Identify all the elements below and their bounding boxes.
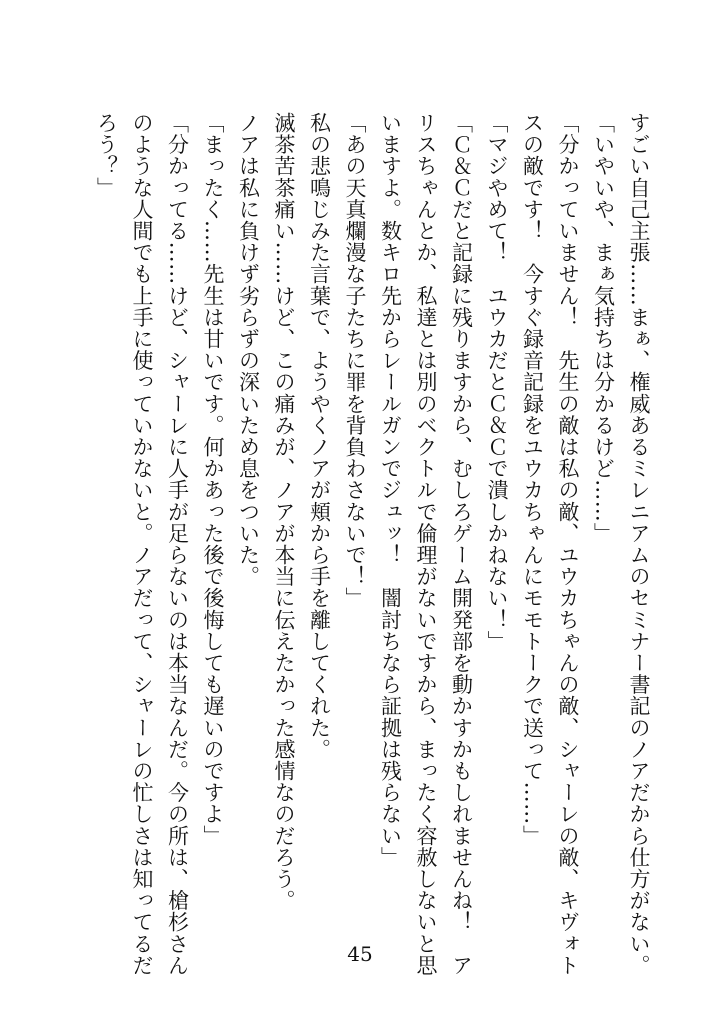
text-line: 「まったく……先生は甘いです。何かあった後で後悔しても遅いのですよ」 (201, 112, 225, 847)
text-line: ろう？」 (94, 112, 119, 199)
text-line: 「分かっていません！ 先生の敵は私の敵、ユウカちゃんの敵、シャーレの敵、キヴォト (556, 112, 580, 976)
text-line: ノアは私に負けず劣らずの深いため息をついた。 (236, 112, 261, 588)
text-line: 「Ｃ＆Ｃだと記録に残りますから、むしろゲーム開発部を動かすかもしれませんね！ ア (449, 112, 474, 976)
text-line: いますよ。数キロ先からレールガンでジュッ！ 闇討ちなら証拠は残らない」 (378, 112, 403, 868)
text-line: のような人間でも上手に使っていかないと。ノアだって、シャーレの忙しさは知ってるだ (130, 112, 154, 976)
text-line: 「マジやめて！ ユウカだとＣ＆Ｃで潰しかねない！」 (485, 112, 509, 652)
text-line: リスちゃんとか、私達とは別のベクトルで倫理がないですから、まったく容赦しないと思 (414, 112, 438, 976)
text-line: 「分かってる……けど、シャーレに人手が足らないのは本当なんだ。今の所は、槍杉さん (165, 112, 190, 976)
text-line: すごい自己主張……まぁ、権威あるミレニアムのセミナー書記のノアだから仕方がない。 (627, 112, 651, 976)
text-line: 私の悲鳴じみた言葉で、ようやくノアが頬から手を離してくれた。 (307, 112, 332, 760)
page-number: 45 (347, 942, 373, 966)
text-line: スの敵です！ 今すぐ録音記録をユウカちゃんにモモトークで送って……」 (520, 112, 545, 847)
text-line: 「あの天真爛漫な子たちに罪を背負わさないで！」 (343, 112, 367, 609)
text-line: 滅茶苦茶痛い……けど、この痛みが、ノアが本当に伝えたかった感情なのだろう。 (272, 112, 296, 912)
text-line: 「いやいや、まぁ気持ちは分かるけど……」 (591, 112, 616, 544)
